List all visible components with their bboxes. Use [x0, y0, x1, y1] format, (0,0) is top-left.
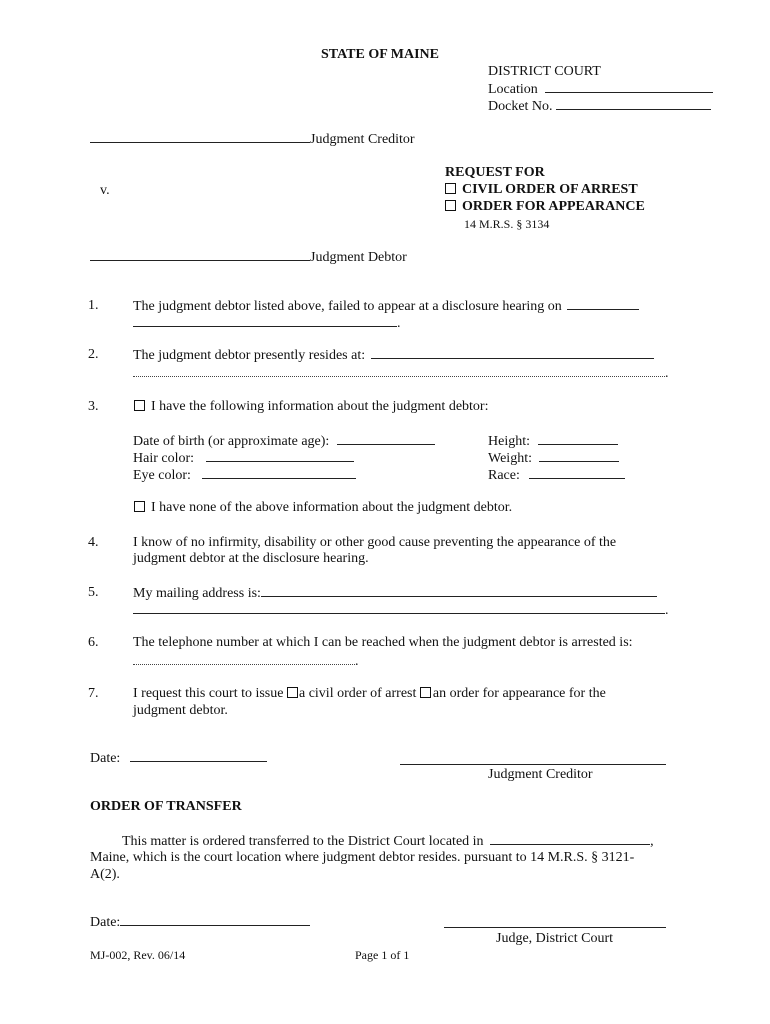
- request-title: REQUEST FOR: [445, 165, 545, 180]
- race-row: [488, 466, 625, 484]
- item-4-line1: I know of no infirmity, disability or other good cause preventing the appearance of the: [133, 535, 617, 550]
- height-label: Height:: [488, 434, 530, 449]
- item-7-part1: I request this court to issue: [133, 686, 284, 701]
- residence-field-b[interactable]: [133, 364, 665, 377]
- item-5-number: 5.: [88, 585, 99, 600]
- issue-appearance-checkbox[interactable]: [420, 687, 431, 698]
- dob-row: [133, 432, 435, 450]
- item-2-row: [133, 346, 654, 364]
- appearance-checkbox[interactable]: [445, 200, 456, 211]
- court-name: DISTRICT COURT: [488, 64, 601, 79]
- hair-field[interactable]: [206, 449, 354, 462]
- mailing-address-field-a[interactable]: [261, 584, 657, 597]
- issue-arrest-checkbox[interactable]: [287, 687, 298, 698]
- creditor-date-field[interactable]: [130, 749, 267, 762]
- item-1-row: [133, 297, 639, 315]
- item-5-row: [133, 584, 657, 602]
- item-6-line2: .: [133, 652, 359, 670]
- creditor-name-field[interactable]: [90, 130, 310, 143]
- item-3-text: I have the following information about the judgment debtor:: [151, 399, 489, 414]
- item-1-number: 1.: [88, 298, 99, 313]
- form-id: MJ-002, Rev. 06/14: [90, 948, 186, 962]
- debtor-name-field[interactable]: [90, 248, 310, 261]
- location-row: [488, 80, 713, 98]
- height-row: [488, 432, 618, 450]
- race-field[interactable]: [529, 466, 625, 479]
- race-label: Race:: [488, 468, 520, 483]
- item-1-text: The judgment debtor listed above, failed to appear at a disclosure hearing on: [133, 299, 562, 314]
- residence-field-a[interactable]: [371, 346, 654, 359]
- hair-row: [133, 449, 354, 467]
- eye-row: [133, 466, 356, 484]
- statute-citation: 14 M.R.S. § 3134: [464, 217, 550, 231]
- creditor-row: [90, 130, 415, 148]
- transfer-line1-text: This matter is ordered transferred to the District Court located in: [122, 834, 484, 849]
- item-7-part2: a civil order of arrest: [298, 686, 417, 701]
- hair-label: Hair color:: [133, 451, 195, 466]
- appearance-option-label: ORDER FOR APPEARANCE: [462, 199, 645, 214]
- item-1-line2: .: [133, 314, 401, 332]
- arrest-checkbox[interactable]: [445, 183, 456, 194]
- info-known-checkbox[interactable]: [134, 400, 145, 411]
- item-7-part3: an order for appearance for the: [432, 686, 606, 701]
- transfer-line2: Maine, which is the court location where judgment debtor resides. pursuant to 14 M.R.S. § 3121-: [90, 850, 635, 865]
- judge-date-label: Date:: [90, 915, 121, 930]
- hearing-date-field-a[interactable]: [567, 297, 639, 310]
- docket-field[interactable]: [556, 97, 711, 110]
- weight-field[interactable]: [539, 449, 619, 462]
- item-2-text: The judgment debtor presently resides at:: [133, 348, 366, 363]
- creditor-label: Judgment Creditor: [310, 132, 415, 147]
- creditor-signature-label: Judgment Creditor: [488, 767, 593, 782]
- hearing-date-field-b[interactable]: [133, 314, 397, 327]
- judge-date-row: [90, 913, 310, 931]
- dob-label: Date of birth (or approximate age):: [133, 434, 330, 449]
- phone-field[interactable]: [133, 652, 355, 665]
- weight-label: Weight:: [488, 451, 532, 466]
- judge-signature-label: Judge, District Court: [496, 931, 614, 946]
- creditor-date-row: [90, 749, 267, 767]
- item-7-row: [133, 685, 606, 702]
- dob-field[interactable]: [337, 432, 435, 445]
- item-3-number: 3.: [88, 399, 99, 414]
- docket-row: [488, 97, 711, 115]
- transfer-line1: This matter is ordered transferred to the District Court located in ,: [122, 834, 654, 849]
- item-3-row: [134, 398, 488, 415]
- item-7-line2: judgment debtor.: [133, 703, 228, 718]
- transfer-line3: A(2).: [90, 867, 120, 882]
- location-field[interactable]: [545, 80, 713, 93]
- item-5-line2: .: [133, 601, 669, 619]
- request-option-arrest: [445, 181, 638, 198]
- versus-label: v.: [100, 183, 110, 198]
- eye-field[interactable]: [202, 466, 356, 479]
- item-3-none-row: [134, 499, 512, 516]
- item-6-number: 6.: [88, 635, 99, 650]
- mailing-address-field-b[interactable]: [133, 601, 665, 614]
- creditor-date-label: Date:: [90, 751, 121, 766]
- item-4-number: 4.: [88, 535, 99, 550]
- transfer-location-field[interactable]: [490, 832, 650, 845]
- arrest-option-label: CIVIL ORDER OF ARREST: [462, 182, 638, 197]
- eye-label: Eye color:: [133, 468, 191, 483]
- request-option-appearance: [445, 198, 645, 215]
- item-5-text: My mailing address is:: [133, 586, 261, 601]
- item-6-text: The telephone number at which I can be reached when the judgment debtor is arrested is:: [133, 635, 633, 650]
- debtor-row: [90, 248, 407, 266]
- item-3-none-text: I have none of the above information about the judgment debtor.: [151, 500, 513, 515]
- page-number: Page 1 of 1: [355, 948, 410, 962]
- item-4-line2: judgment debtor at the disclosure hearing.: [133, 551, 369, 566]
- transfer-heading: ORDER OF TRANSFER: [90, 799, 242, 814]
- height-field[interactable]: [538, 432, 618, 445]
- weight-row: [488, 449, 619, 467]
- creditor-signature-field[interactable]: [400, 764, 666, 765]
- location-label: Location: [488, 82, 538, 97]
- item-2-line2: .: [133, 364, 669, 382]
- state-heading: STATE OF MAINE: [321, 47, 439, 62]
- judge-signature-field[interactable]: [444, 927, 666, 928]
- no-info-checkbox[interactable]: [134, 501, 145, 512]
- docket-label: Docket No.: [488, 99, 553, 114]
- debtor-label: Judgment Debtor: [310, 250, 407, 265]
- item-7-number: 7.: [88, 686, 99, 701]
- judge-date-field[interactable]: [120, 913, 310, 926]
- item-2-number: 2.: [88, 347, 99, 362]
